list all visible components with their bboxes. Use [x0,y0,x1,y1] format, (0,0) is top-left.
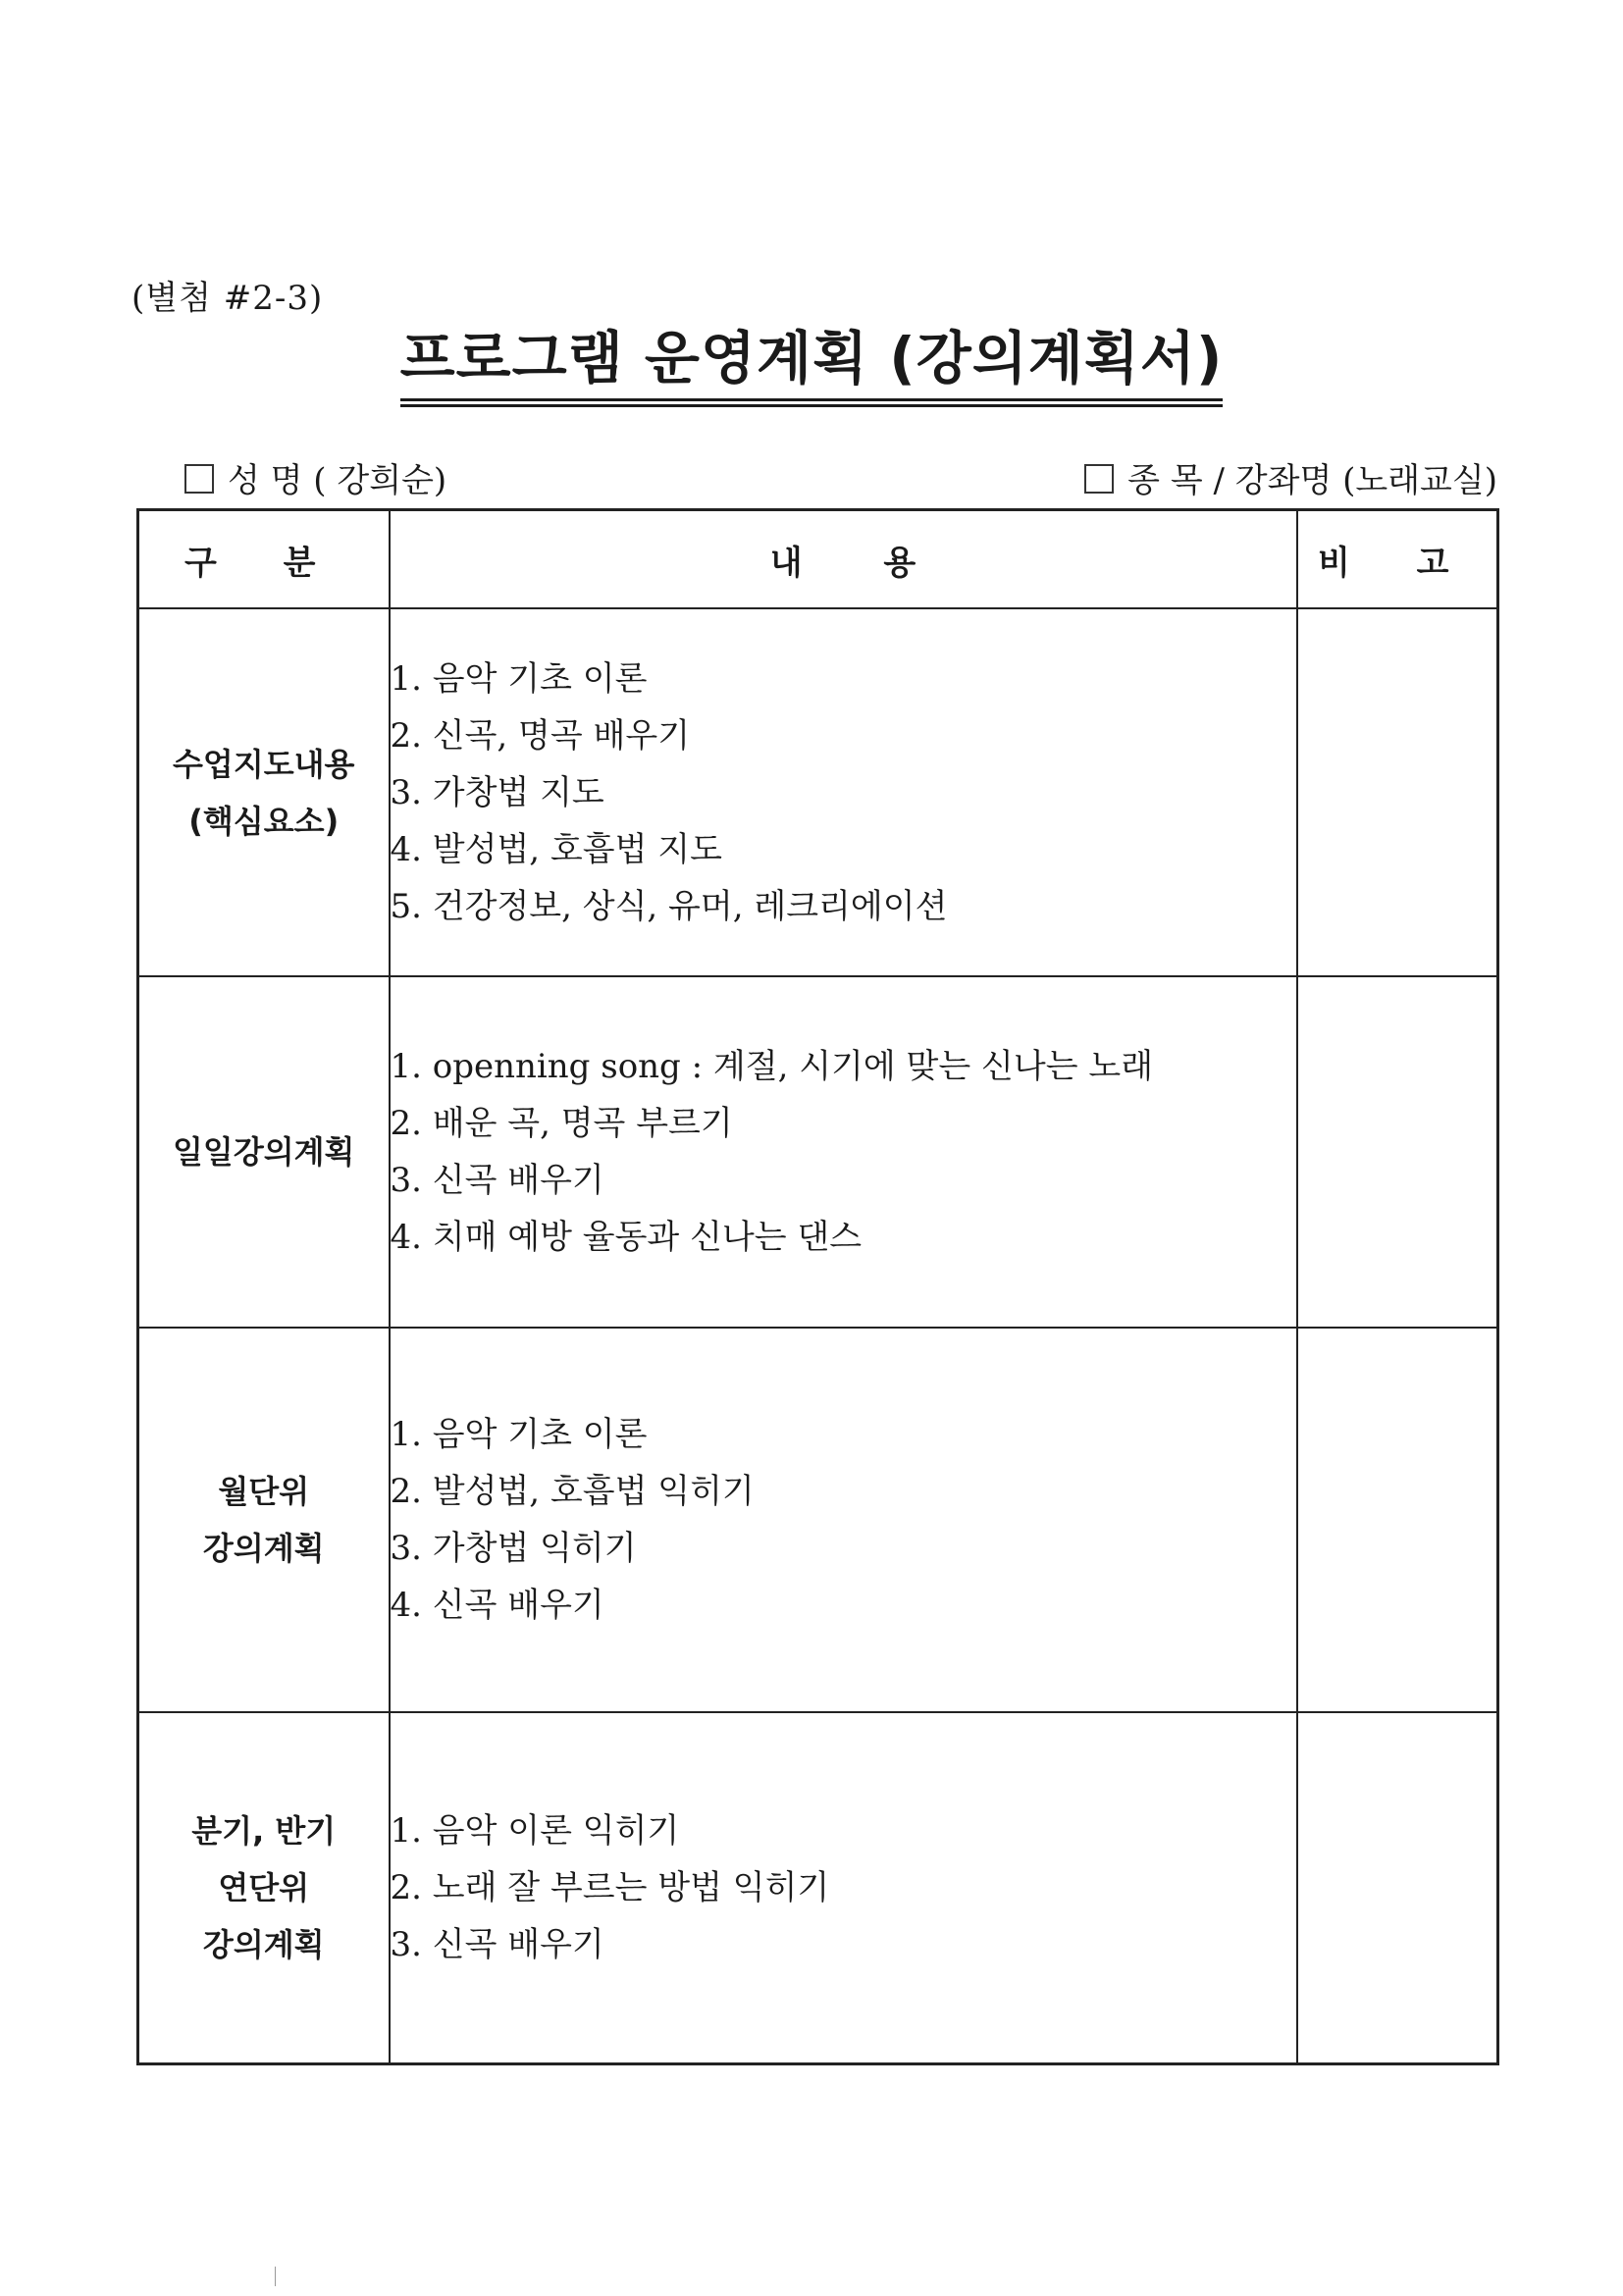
instructor-name-field [184,453,446,501]
list-item: 1. 음악 이론 익히기 [390,1810,680,1851]
name-value: 강희순) [337,461,447,500]
row-note [1297,976,1498,1328]
table-row [138,1328,1498,1712]
name-label: 성 명 ( [228,461,327,500]
row-note [1297,1712,1498,2063]
row-content [390,1328,1297,1712]
row-content [390,976,1297,1328]
list-item: 1. openning song : 계절, 시기에 맞는 신나는 노래 [390,1047,1154,1086]
page-title [0,312,1623,401]
list-item: 2. 배운 곡, 명곡 부르기 [390,1104,733,1143]
header-note: 비 고 [1297,510,1498,609]
subject-label: 종 목 / [1127,461,1225,500]
list-item: 4. 발성법, 호흡법 지도 [390,829,722,869]
scan-mark [275,2267,276,2286]
page-title-text: 프로그램 운영계획 (강의계획서) [400,312,1224,401]
list-item: 1. 음악 기초 이론 [390,658,648,699]
list-item: 2. 신곡, 명곡 배우기 [390,715,691,756]
checkbox-icon [1084,464,1114,494]
subject-value: 강좌명 (노래교실) [1234,461,1497,500]
row-note [1297,1328,1498,1712]
list-item: 1. 음악 기초 이론 [390,1415,648,1454]
lecture-plan-table [136,508,1499,2065]
row-content [390,1712,1297,2063]
header-category: 구 분 [138,510,390,609]
row-content [390,608,1297,976]
table-row [138,608,1498,976]
table-row [138,976,1498,1328]
list-item: 3. 가창법 지도 [390,772,604,812]
row-category: 분기, 반기 연단위 강의계획 [138,1712,390,2063]
header-content: 내 용 [390,510,1297,609]
list-item: 2. 노래 잘 부르는 방법 익히기 [390,1867,830,1907]
table-header-row [138,510,1498,609]
list-item: 4. 신곡 배우기 [390,1586,604,1625]
row-category: 수업지도내용 (핵심요소) [138,608,390,976]
attachment-label: (별첨 #2-3) [131,279,324,318]
list-item: 4. 치매 예방 율동과 신나는 댄스 [390,1218,863,1257]
list-item: 5. 건강정보, 상식, 유머, 레크리에이션 [390,886,948,926]
table-row [138,1712,1498,2063]
checkbox-icon [184,464,214,494]
row-note [1297,608,1498,976]
list-item: 3. 가창법 익히기 [390,1529,637,1568]
row-category: 일일강의계획 [138,976,390,1328]
list-item: 2. 발성법, 호흡법 익히기 [390,1472,755,1511]
row-category: 월단위 강의계획 [138,1328,390,1712]
list-item: 3. 신곡 배우기 [390,1161,604,1200]
subject-field [1084,453,1497,501]
list-item: 3. 신곡 배우기 [390,1924,604,1964]
